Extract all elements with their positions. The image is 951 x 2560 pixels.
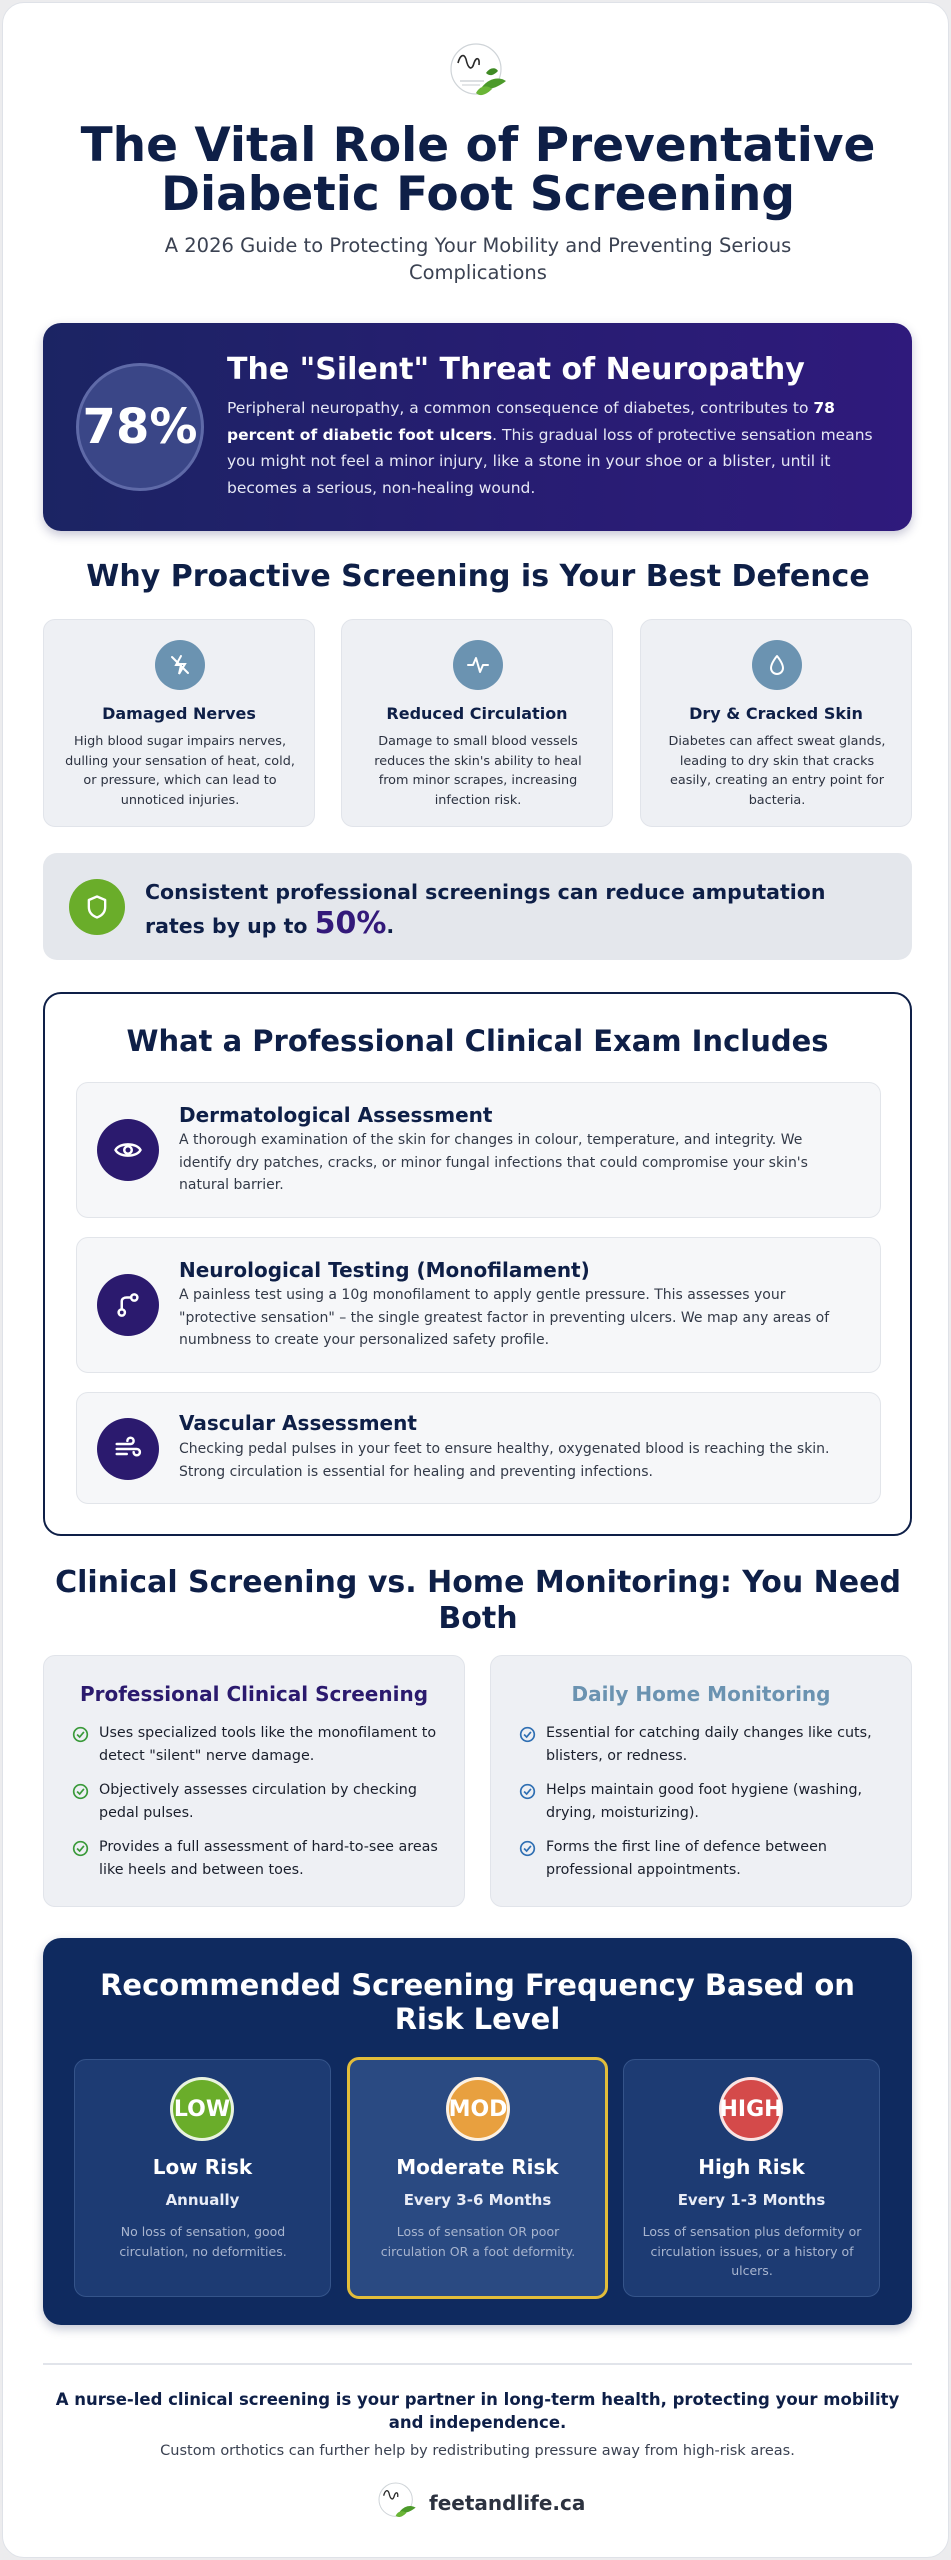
risk-description: Loss of sensation OR poor circulation OR a foot deformity.	[380, 2224, 576, 2259]
footer-logo	[375, 2481, 419, 2525]
list-item-text: Forms the first line of defence between professional appointments.	[546, 1839, 827, 1878]
amputation-text-part: .	[386, 914, 395, 938]
neuropathy-text-bold: 78 percent of diabetic foot ulcers	[227, 399, 835, 444]
why-card-title: Dry & Cracked Skin	[689, 704, 863, 723]
brand-logo	[446, 41, 510, 107]
check-icon	[72, 1840, 89, 1857]
exam-item-title: Vascular Assessment	[179, 1411, 417, 1435]
screening-frequency-section	[43, 1938, 912, 2325]
risk-title: Moderate Risk	[396, 2155, 559, 2179]
why-card-reduced-circulation	[341, 619, 613, 827]
why-card-title: Damaged Nerves	[102, 704, 256, 723]
exam-item-text: A thorough examination of the skin for changes in colour, temperature, and integrity. We identify dry patches, cracks, or minor fungal infections that could compromise your skin's natural barrier.	[179, 1132, 808, 1193]
risk-badge: HIGH	[719, 2077, 783, 2141]
exam-item-text: Checking pedal pulses in your feet to ensure healthy, oxygenated blood is reaching the skin. Strong circulation is essential for healing and preventing infections.	[179, 1441, 830, 1480]
droplet-icon	[752, 640, 802, 690]
list-item-text: Objectively assesses circulation by checking pedal pulses.	[99, 1782, 417, 1821]
why-card-dry-skin	[640, 619, 912, 827]
list-item	[72, 1836, 442, 1881]
risk-card-high	[623, 2059, 880, 2297]
clinical-exam-section	[43, 992, 912, 1536]
list-item	[72, 1722, 442, 1767]
risk-frequency: Every 1-3 Months	[677, 2191, 826, 2209]
footer-website-link[interactable]: feetandlife.ca	[429, 2491, 586, 2515]
exam-item-title: Neurological Testing (Monofilament)	[179, 1258, 590, 1282]
pulse-icon	[453, 640, 503, 690]
exam-item-vascular	[76, 1392, 881, 1504]
amputation-callout	[43, 853, 912, 960]
why-card-text: High blood sugar impairs nerves, dulling your sensation of heat, cold, or pressure, which can lead to unnoticed injuries.	[65, 734, 295, 808]
check-icon	[519, 1726, 536, 1743]
list-item-text: Helps maintain good foot hygiene (washing, drying, moisturizing).	[546, 1782, 863, 1821]
check-icon	[519, 1840, 536, 1857]
home-monitoring-card	[490, 1655, 912, 1907]
neuropathy-text	[227, 395, 877, 501]
exam-item-neurological	[76, 1237, 881, 1373]
risk-title: Low Risk	[152, 2155, 253, 2179]
list-item-text: Provides a full assessment of hard-to-see areas like heels and between toes.	[99, 1839, 438, 1878]
check-icon	[72, 1783, 89, 1800]
page-subtitle: A 2026 Guide to Protecting Your Mobility and Preventing Serious Complications	[164, 234, 792, 284]
why-card-damaged-nerves	[43, 619, 315, 827]
exam-item-text: A painless test using a 10g monofilament to apply gentle pressure. This assesses your "protective sensation" – the single greatest factor in preventing ulcers. We map any areas of numbness to create your personalized safety profile.	[179, 1287, 830, 1348]
exam-heading: What a Professional Clinical Exam Includes	[126, 1024, 829, 1058]
risk-card-low	[74, 2059, 331, 2297]
amputation-highlight: 50%	[314, 906, 387, 941]
comparison-heading: Clinical Screening vs. Home Monitoring: You Need Both	[55, 1565, 901, 1636]
home-card-title: Daily Home Monitoring	[571, 1682, 831, 1706]
list-item	[519, 1779, 889, 1824]
clinical-card-title: Professional Clinical Screening	[79, 1682, 429, 1706]
page-title: The Vital Role of Preventative Diabetic Foot Screening	[80, 118, 876, 222]
amputation-text	[145, 877, 885, 942]
risk-description: No loss of sensation, good circulation, no deformities.	[119, 2224, 287, 2259]
list-item	[519, 1836, 889, 1881]
risk-title: High Risk	[698, 2155, 805, 2179]
flow-icon	[97, 1418, 159, 1480]
footer-divider	[43, 2363, 912, 2365]
risk-description: Loss of sensation plus deformity or circulation issues, or a history of ulcers.	[642, 2224, 862, 2278]
neuropathy-stat: 78%	[76, 363, 204, 491]
monofilament-icon	[97, 1274, 159, 1336]
exam-item-dermatological	[76, 1082, 881, 1218]
risk-frequency: Annually	[165, 2191, 240, 2209]
exam-item-title: Dermatological Assessment	[179, 1103, 493, 1127]
list-item	[72, 1779, 442, 1824]
eye-icon	[97, 1119, 159, 1181]
clinical-screening-card	[43, 1655, 465, 1907]
risk-card-moderate	[347, 2057, 608, 2299]
risk-badge: LOW	[170, 2077, 234, 2141]
footer-statement: A nurse-led clinical screening is your partner in long-term health, protecting your mobility and independence.	[55, 2390, 900, 2432]
why-card-text: Diabetes can affect sweat glands, leading to dry skin that cracks easily, creating an entry point for bacteria.	[668, 734, 886, 808]
frequency-heading: Recommended Screening Frequency Based on Risk Level	[100, 1968, 855, 2036]
list-item	[519, 1722, 889, 1767]
check-icon	[72, 1726, 89, 1743]
amputation-text-part: Consistent professional screenings can reduce amputation rates by up to	[145, 880, 826, 938]
list-item-text: Uses specialized tools like the monofilament to detect "silent" nerve damage.	[99, 1725, 437, 1764]
nerve-off-icon	[155, 640, 205, 690]
risk-badge: MOD	[446, 2077, 510, 2141]
neuropathy-text-part: . This gradual loss of protective sensation means you might not feel a minor injury, like a stone in your shoe or a blister, until it becomes a serious, non-healing wound.	[227, 425, 873, 497]
footer-note: Custom orthotics can further help by redistributing pressure away from high-risk areas.	[160, 2443, 795, 2459]
neuropathy-title: The "Silent" Threat of Neuropathy	[227, 352, 805, 387]
neuropathy-card	[43, 323, 912, 531]
check-icon	[519, 1783, 536, 1800]
neuropathy-text-part: Peripheral neuropathy, a common consequence of diabetes, contributes to	[227, 399, 814, 417]
list-item-text: Essential for catching daily changes like cuts, blisters, or redness.	[546, 1725, 872, 1764]
infographic-page	[2, 2, 949, 2558]
why-heading: Why Proactive Screening is Your Best Defence	[86, 559, 870, 594]
why-card-title: Reduced Circulation	[386, 704, 568, 723]
why-card-text: Damage to small blood vessels reduces the skin's ability to heal from minor scrapes, increasing infection risk.	[374, 734, 582, 808]
risk-frequency: Every 3-6 Months	[403, 2191, 552, 2209]
shield-icon	[69, 879, 125, 935]
